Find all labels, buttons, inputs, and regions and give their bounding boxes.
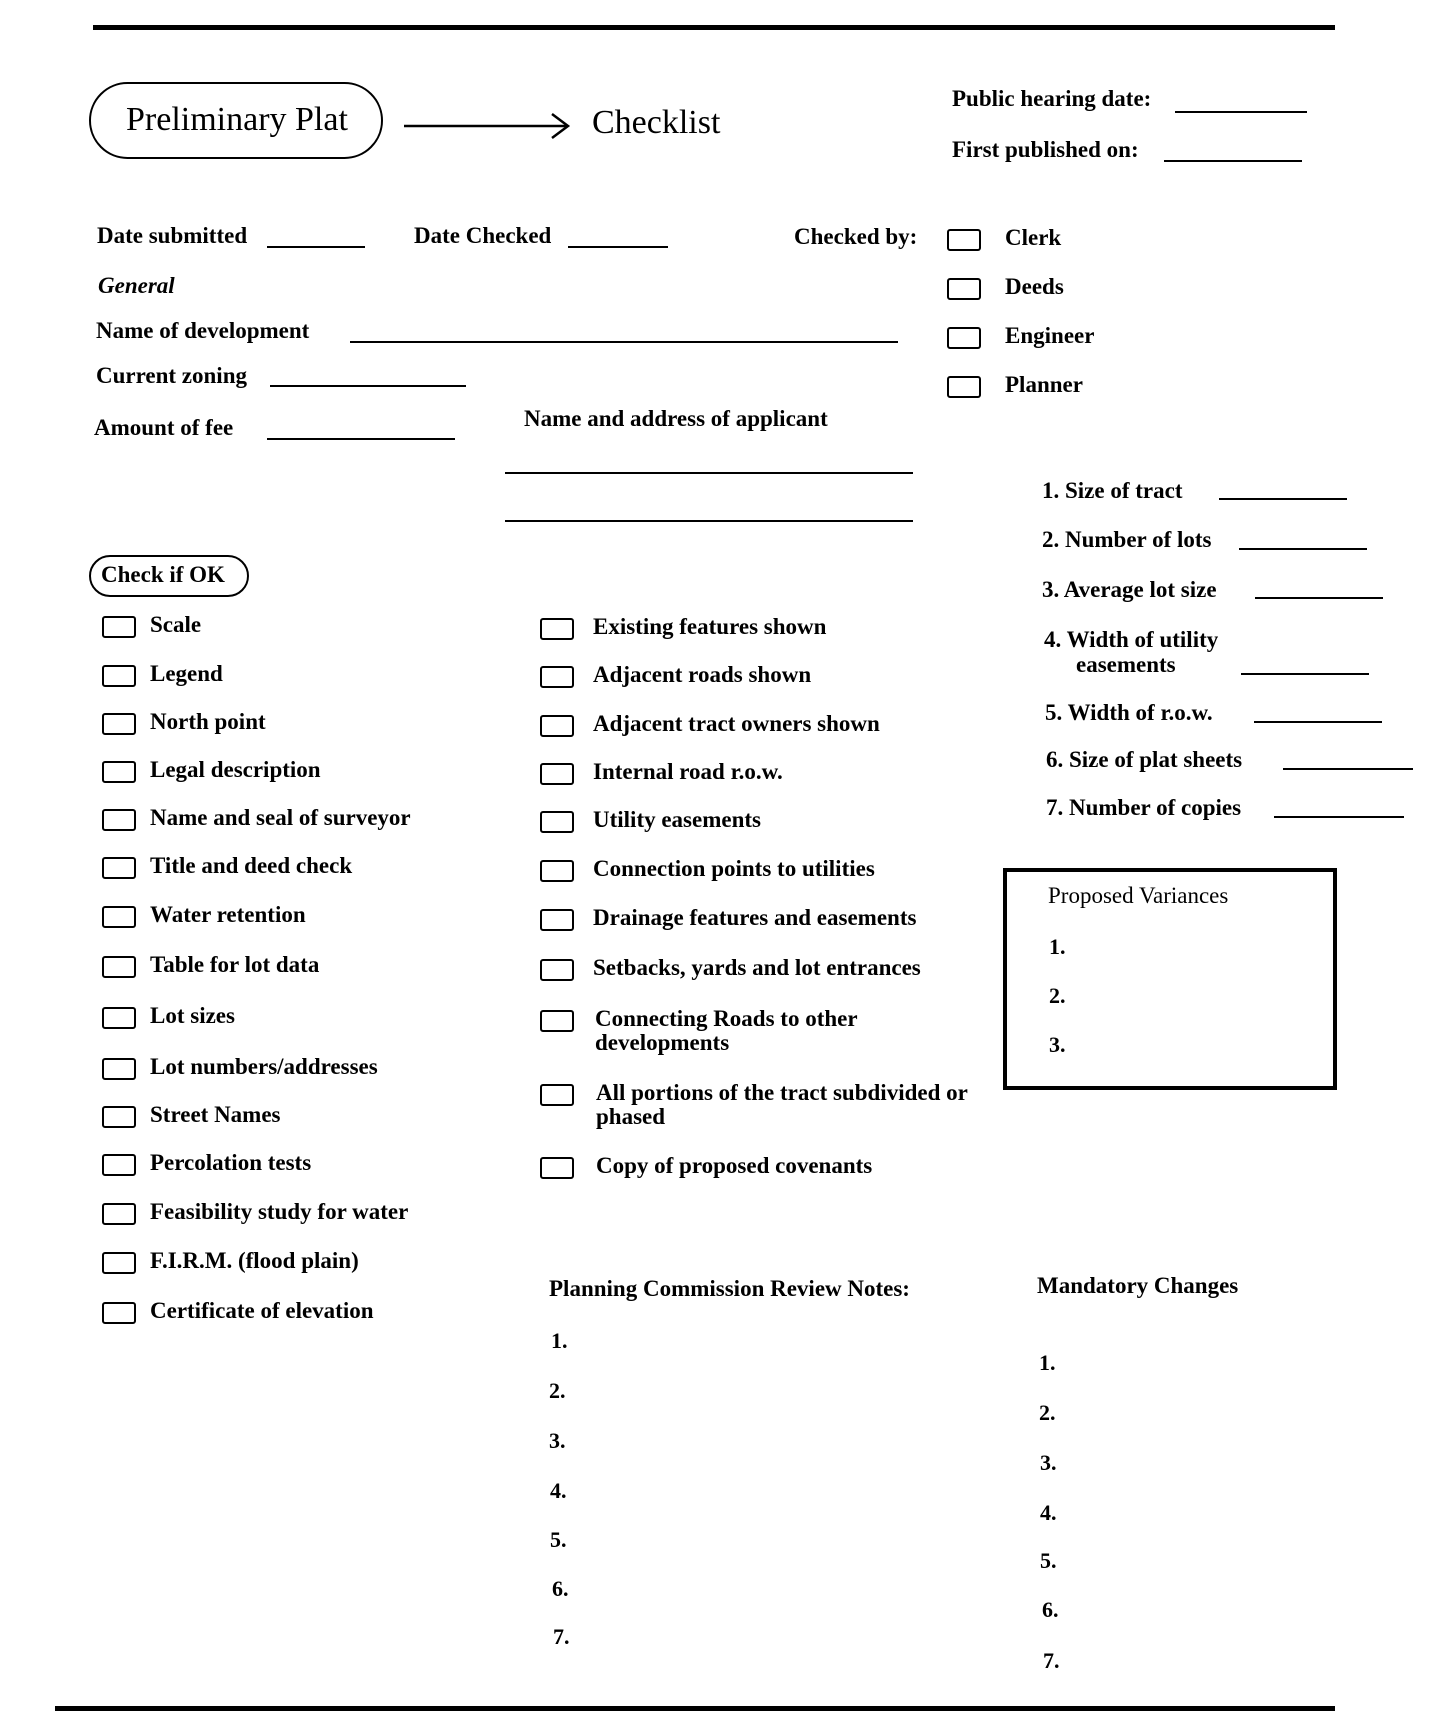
mandatory-change-1: 1.: [1039, 1350, 1056, 1375]
review-notes-heading: Planning Commission Review Notes:: [549, 1276, 910, 1301]
general-heading: General: [98, 273, 175, 298]
form-subtitle: Checklist: [592, 104, 721, 141]
checkbox[interactable]: [540, 1157, 574, 1179]
tract-size-field[interactable]: [1219, 498, 1347, 500]
review-note-5: 5.: [550, 1527, 567, 1552]
checkbox[interactable]: [102, 665, 136, 687]
checkbox[interactable]: [102, 616, 136, 638]
variance-3: 3.: [1049, 1032, 1066, 1057]
current-zoning-label: Current zoning: [96, 363, 247, 388]
checkbox[interactable]: [540, 860, 574, 882]
mandatory-change-3: 3.: [1040, 1450, 1057, 1475]
utility-width-field[interactable]: [1241, 673, 1369, 675]
number-of-lots-field[interactable]: [1239, 548, 1367, 550]
checkbox[interactable]: [947, 278, 981, 300]
mandatory-change-5: 5.: [1040, 1548, 1057, 1573]
first-published-label: First published on:: [952, 137, 1139, 162]
utility-width-label-cont: easements: [1076, 652, 1176, 677]
review-note-7: 7.: [553, 1624, 570, 1649]
variance-2: 2.: [1049, 983, 1066, 1008]
checkbox[interactable]: [102, 761, 136, 783]
checkbox[interactable]: [540, 715, 574, 737]
checkbox[interactable]: [102, 1302, 136, 1324]
checkbox[interactable]: [540, 909, 574, 931]
checkbox[interactable]: [540, 1084, 574, 1106]
proposed-variances-heading: Proposed Variances: [1048, 883, 1229, 908]
checkbox[interactable]: [102, 906, 136, 928]
name-of-development-field[interactable]: [350, 341, 898, 343]
checkbox[interactable]: [102, 1106, 136, 1128]
mandatory-change-2: 2.: [1039, 1400, 1056, 1425]
checkbox[interactable]: [540, 618, 574, 640]
public-hearing-field[interactable]: [1175, 111, 1307, 113]
row-width-label: 5. Width of r.o.w.: [1045, 700, 1213, 725]
mandatory-change-4: 4.: [1040, 1500, 1057, 1525]
applicant-line-1[interactable]: [505, 472, 913, 474]
checkbox[interactable]: [540, 763, 574, 785]
checkbox[interactable]: [102, 857, 136, 879]
top-rule: [93, 25, 1335, 30]
name-of-development-label: Name of development: [96, 318, 310, 343]
checkbox[interactable]: [102, 956, 136, 978]
checkbox[interactable]: [947, 376, 981, 398]
date-submitted-label: Date submitted: [97, 223, 248, 248]
review-note-2: 2.: [549, 1378, 566, 1403]
review-note-4: 4.: [550, 1478, 567, 1503]
first-published-field[interactable]: [1164, 160, 1302, 162]
checkbox[interactable]: [102, 809, 136, 831]
checkbox[interactable]: [102, 713, 136, 735]
number-of-lots-label: 2. Number of lots: [1042, 527, 1212, 552]
number-of-copies-label: 7. Number of copies: [1046, 795, 1242, 820]
date-checked-field[interactable]: [568, 246, 668, 248]
applicant-label: Name and address of applicant: [524, 406, 828, 431]
mandatory-change-7: 7.: [1043, 1648, 1060, 1673]
form-title: Preliminary Plat: [126, 101, 348, 138]
checkbox[interactable]: [102, 1007, 136, 1029]
number-of-copies-field[interactable]: [1274, 816, 1404, 818]
checked-by-label: Checked by:: [794, 224, 918, 249]
checkbox[interactable]: [540, 959, 574, 981]
checkbox[interactable]: [947, 229, 981, 251]
checkbox[interactable]: [540, 811, 574, 833]
bottom-rule: [55, 1706, 1335, 1711]
variance-1: 1.: [1049, 934, 1066, 959]
arrow-right-icon: [402, 110, 572, 142]
amount-of-fee-label: Amount of fee: [94, 415, 234, 440]
review-note-1: 1.: [551, 1328, 568, 1353]
review-note-6: 6.: [552, 1576, 569, 1601]
row-width-field[interactable]: [1254, 721, 1382, 723]
public-hearing-label: Public hearing date:: [952, 86, 1152, 111]
mandatory-changes-heading: Mandatory Changes: [1037, 1273, 1239, 1298]
applicant-line-2[interactable]: [505, 520, 913, 522]
date-checked-label: Date Checked: [414, 223, 552, 248]
checkbox[interactable]: [540, 1010, 574, 1032]
mandatory-change-6: 6.: [1042, 1597, 1059, 1622]
checkbox[interactable]: [102, 1252, 136, 1274]
checkbox[interactable]: [102, 1154, 136, 1176]
date-submitted-field[interactable]: [267, 246, 365, 248]
amount-of-fee-field[interactable]: [267, 438, 455, 440]
tract-size-label: 1. Size of tract: [1042, 478, 1183, 503]
average-lot-size-label: 3. Average lot size: [1042, 577, 1217, 602]
checkbox[interactable]: [102, 1058, 136, 1080]
current-zoning-field[interactable]: [270, 385, 466, 387]
check-if-ok-heading: Check if OK: [101, 562, 225, 587]
average-lot-size-field[interactable]: [1255, 597, 1383, 599]
checkbox[interactable]: [947, 327, 981, 349]
utility-width-label: 4. Width of utility: [1044, 627, 1219, 652]
checkbox[interactable]: [102, 1203, 136, 1225]
plat-sheet-size-field[interactable]: [1283, 768, 1413, 770]
review-note-3: 3.: [549, 1428, 566, 1453]
checkbox[interactable]: [540, 666, 574, 688]
plat-sheet-size-label: 6. Size of plat sheets: [1046, 747, 1243, 772]
